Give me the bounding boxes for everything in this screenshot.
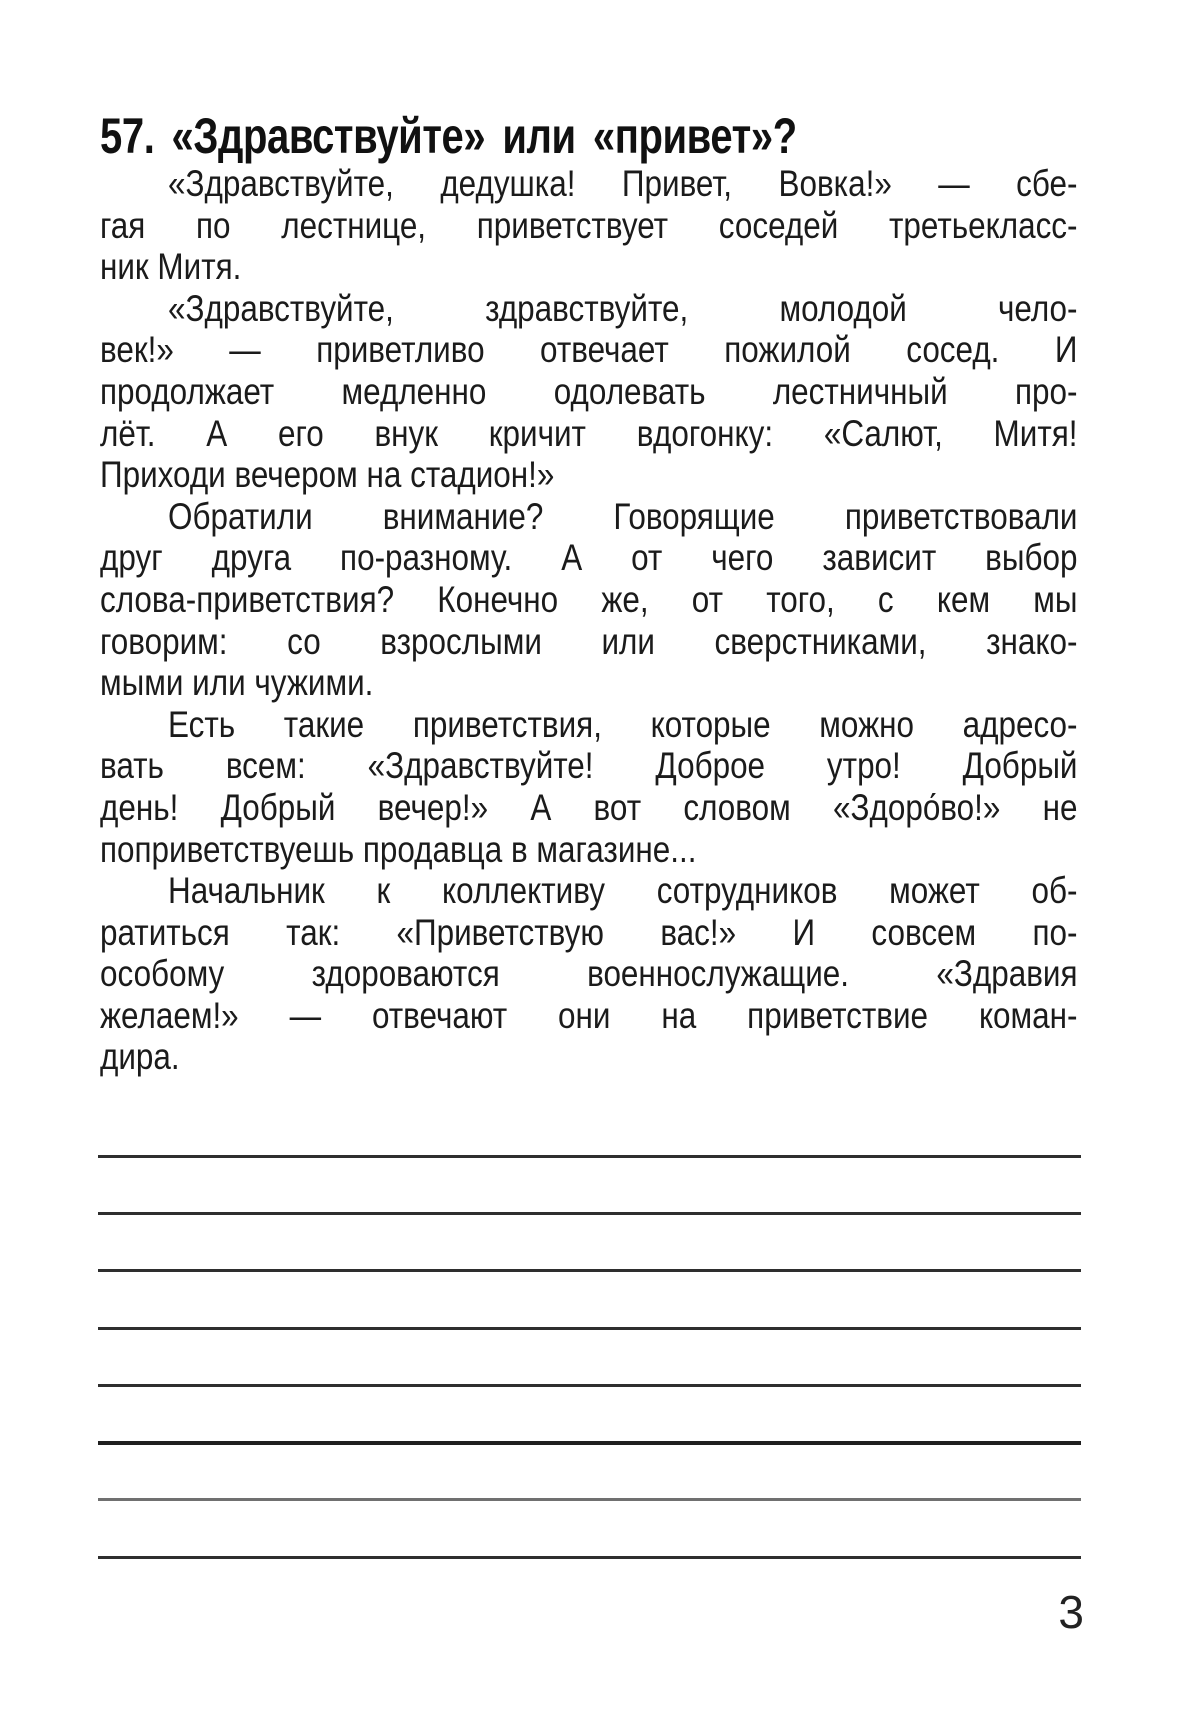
body-line: лёт. А его внук кричит вдогонку: «Салют, Митя! <box>100 412 1078 454</box>
writing-line <box>98 1384 1081 1387</box>
exercise-text <box>100 163 1078 1078</box>
body-line: Начальник к коллективу сотрудников может об- <box>168 870 1078 912</box>
body-line: желаем!» — отвечают они на приветствие коман- <box>100 994 1078 1036</box>
body-line: слова-приветствия? Конечно же, от того, с кем мы <box>100 578 1078 620</box>
body-line: друг друга по-разному. А от чего зависит выбор <box>100 537 1078 579</box>
body-line: вать всем: «Здравствуйте! Доброе утро! Добрый <box>100 745 1078 787</box>
body-line: Есть такие приветствия, которые можно адресо- <box>168 703 1078 745</box>
body-line: мыми или чужими. <box>100 662 374 704</box>
body-line: ник Митя. <box>100 246 242 288</box>
writing-line <box>98 1441 1081 1445</box>
body-line: Приходи вечером на стадион!» <box>100 454 555 496</box>
paragraph <box>100 163 1078 288</box>
body-line: говорим: со взрослыми или сверстниками, знако- <box>100 620 1078 662</box>
paragraph <box>100 704 1078 870</box>
writing-line <box>98 1155 1081 1158</box>
writing-line <box>98 1556 1081 1559</box>
body-line: век!» — приветливо отвечает пожилой сосед. И <box>100 329 1078 371</box>
body-line: особому здороваются военнослужащие. «Здравия <box>100 953 1078 995</box>
paragraph <box>100 870 1078 1078</box>
paragraph <box>100 496 1078 704</box>
body-line: Обратили внимание? Говорящие приветствовали <box>168 495 1078 537</box>
exercise-title: 57. «Здравствуйте» или «привет»? <box>100 108 797 164</box>
body-line: ратиться так: «Приветствую вас!» И совсем по- <box>100 911 1078 953</box>
writing-line <box>98 1327 1081 1330</box>
writing-line <box>98 1269 1081 1272</box>
body-line: «Здравствуйте, дедушка! Привет, Вовка!» — сбе- <box>168 163 1078 204</box>
body-line: день! Добрый вечер!» А вот словом «Здоро́во!» не <box>100 786 1078 828</box>
writing-line <box>98 1498 1081 1501</box>
paragraph <box>100 288 1078 496</box>
page-number: 3 <box>1058 1586 1084 1638</box>
body-line: продолжает медленно одолевать лестничный про- <box>100 370 1078 412</box>
body-line: поприветствуешь продавца в магазине... <box>100 828 697 870</box>
body-line: дира. <box>100 1036 180 1078</box>
body-line: гая по лестнице, приветствует соседей третьекласс- <box>100 204 1078 246</box>
writing-line <box>98 1212 1081 1215</box>
body-line: «Здравствуйте, здравствуйте, молодой чело- <box>168 287 1078 329</box>
